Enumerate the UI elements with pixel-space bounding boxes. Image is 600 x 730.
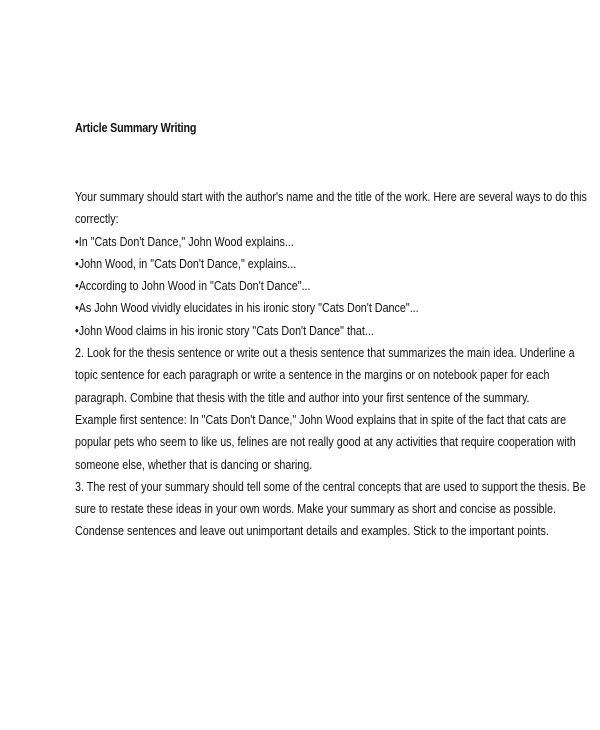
bullet-item: •According to John Wood in "Cats Don't Dance"... <box>75 279 311 294</box>
paragraph-line: Example first sentence: In "Cats Don't Dance," John Wood explains that in spite of the fact that cats are <box>75 412 567 427</box>
paragraph-line: correctly: <box>75 212 119 227</box>
paragraph-line: someone else, whether that is dancing or sharing. <box>75 457 313 472</box>
bullet-item: •John Wood, in "Cats Don't Dance," explains... <box>75 256 297 271</box>
paragraph-line: paragraph. Combine that thesis with the title and author into your first sentence of the summary. <box>75 390 530 405</box>
paragraph-line: Condense sentences and leave out unimportant details and examples. Stick to the important points. <box>75 524 549 539</box>
paragraph-line: popular pets who seem to like us, felines are not really good at any activities that require cooperation with <box>75 435 576 450</box>
bullet-item: •As John Wood vividly elucidates in his ironic story "Cats Don't Dance"... <box>75 301 419 316</box>
document-title: Article Summary Writing <box>75 121 197 135</box>
bullet-item: •John Wood claims in his ironic story "Cats Don't Dance" that... <box>75 323 374 338</box>
document-body <box>75 186 595 543</box>
paragraph-line: 2. Look for the thesis sentence or write out a thesis sentence that summarizes the main idea. Underline a <box>75 346 575 361</box>
paragraph-line: 3. The rest of your summary should tell some of the central concepts that are used to support the thesis. Be <box>75 479 586 494</box>
paragraph-line: topic sentence for each paragraph or write a sentence in the margins or on notebook paper for each <box>75 368 550 383</box>
paragraph-line: Your summary should start with the author's name and the title of the work. Here are several ways to do this <box>75 190 587 204</box>
bullet-item: •In "Cats Don't Dance," John Wood explains... <box>75 234 294 249</box>
paragraph-line: sure to restate these ideas in your own words. Make your summary as short and concise as possible. <box>75 502 556 517</box>
